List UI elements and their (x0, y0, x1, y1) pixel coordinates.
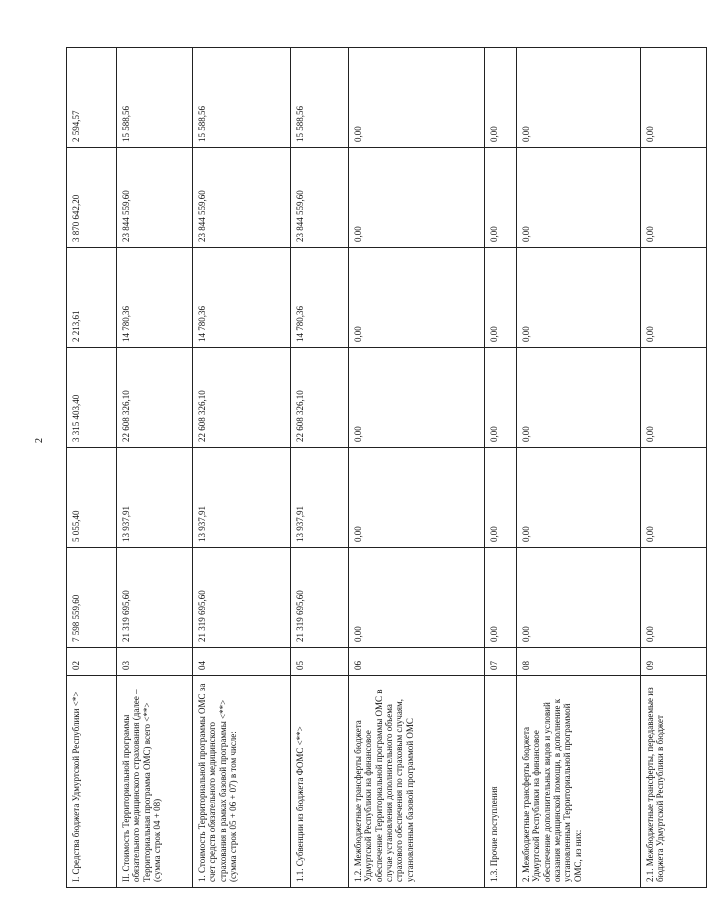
row-label: 2.1. Межбюджетные трансферты, передаваемые из бюджета Удмуртской Республики в бюджет (641, 676, 707, 888)
value-cell: 15 588,56 (193, 48, 291, 148)
row-label: 1.2. Межбюджетные трансферты бюджета Удмуртской Республики на финансовое обеспечение Территориальной программы ОМС в случае установления дополнительного объема страхового обеспечения по страховым случаям, установленным базовой программой ОМС (349, 676, 485, 888)
row-label: II. Стоимость Территориальной программы обязательного медицинского страхования (далее – Территориальная программа ОМС) всего <**> (сумма строк 04 + 08) (117, 676, 193, 888)
value-cell: 14 780,36 (193, 248, 291, 348)
value-cell: 22 608 326,10 (193, 348, 291, 448)
row-code: 06 (349, 648, 485, 676)
value-cell: 14 780,36 (291, 248, 349, 348)
value-cell: 23 844 559,60 (193, 148, 291, 248)
value-cell: 0,00 (641, 548, 707, 648)
value-cell: 0,00 (485, 248, 517, 348)
row-label: I. Средства бюджета Удмуртской Республики <*> (67, 676, 117, 888)
value-cell: 2 594,57 (67, 48, 117, 148)
rotated-table-container (66, 48, 666, 888)
value-cell: 0,00 (641, 48, 707, 148)
value-cell: 22 608 326,10 (117, 348, 193, 448)
value-cell: 0,00 (485, 148, 517, 248)
value-cell: 0,00 (641, 248, 707, 348)
table-row (117, 48, 193, 888)
row-code: 08 (517, 648, 641, 676)
value-cell: 13 937,91 (193, 448, 291, 548)
value-cell: 13 937,91 (291, 448, 349, 548)
value-cell: 0,00 (349, 448, 485, 548)
value-cell: 2 213,61 (67, 248, 117, 348)
value-cell: 21 319 695,60 (193, 548, 291, 648)
table-row (291, 48, 349, 888)
value-cell: 13 937,91 (117, 448, 193, 548)
value-cell: 14 780,36 (117, 248, 193, 348)
value-cell: 0,00 (485, 448, 517, 548)
value-cell: 0,00 (349, 548, 485, 648)
row-code: 02 (67, 648, 117, 676)
value-cell: 5 055,40 (67, 448, 117, 548)
value-cell: 3 315 403,40 (67, 348, 117, 448)
value-cell: 22 608 326,10 (291, 348, 349, 448)
value-cell: 0,00 (641, 148, 707, 248)
row-code: 03 (117, 648, 193, 676)
page-number: 2 (34, 438, 45, 443)
value-cell: 0,00 (517, 548, 641, 648)
table-row (641, 48, 707, 888)
value-cell: 23 844 559,60 (117, 148, 193, 248)
row-label: 2. Межбюджетные трансферты бюджета Удмуртской Республики на финансовое обеспечение дополнительных видов и условий оказания медицинской помощи, в дополнение к установленным Территориальной программой ОМС, из них: (517, 676, 641, 888)
value-cell: 0,00 (485, 548, 517, 648)
value-cell: 0,00 (517, 48, 641, 148)
value-cell: 0,00 (517, 248, 641, 348)
table-body (67, 48, 707, 888)
value-cell: 21 319 695,60 (291, 548, 349, 648)
value-cell: 21 319 695,60 (117, 548, 193, 648)
value-cell: 0,00 (349, 148, 485, 248)
row-code: 05 (291, 648, 349, 676)
value-cell: 7 598 559,60 (67, 548, 117, 648)
value-cell: 3 870 642,20 (67, 148, 117, 248)
row-label: 1.3. Прочие поступления (485, 676, 517, 888)
value-cell: 0,00 (641, 448, 707, 548)
value-cell: 15 588,56 (117, 48, 193, 148)
value-cell: 0,00 (485, 48, 517, 148)
table-row (517, 48, 641, 888)
table-row (349, 48, 485, 888)
value-cell: 0,00 (349, 248, 485, 348)
row-code: 04 (193, 648, 291, 676)
row-code: 09 (641, 648, 707, 676)
value-cell: 0,00 (517, 148, 641, 248)
table-row (67, 48, 117, 888)
finance-table (66, 47, 707, 888)
value-cell: 0,00 (517, 448, 641, 548)
value-cell: 15 588,56 (291, 48, 349, 148)
value-cell: 0,00 (485, 348, 517, 448)
table-row (193, 48, 291, 888)
row-code: 07 (485, 648, 517, 676)
row-label: 1.1. Субвенции из бюджета ФОМС <**> (291, 676, 349, 888)
table-row (485, 48, 517, 888)
row-label: 1. Стоимость Территориальной программы ОМС за счет средств обязательного медицинского страхования в рамках базовой программы <**> (сумма строк 05 + 06 + 07) в том числе: (193, 676, 291, 888)
value-cell: 0,00 (517, 348, 641, 448)
value-cell: 0,00 (641, 348, 707, 448)
value-cell: 0,00 (349, 348, 485, 448)
value-cell: 23 844 559,60 (291, 148, 349, 248)
value-cell: 0,00 (349, 48, 485, 148)
